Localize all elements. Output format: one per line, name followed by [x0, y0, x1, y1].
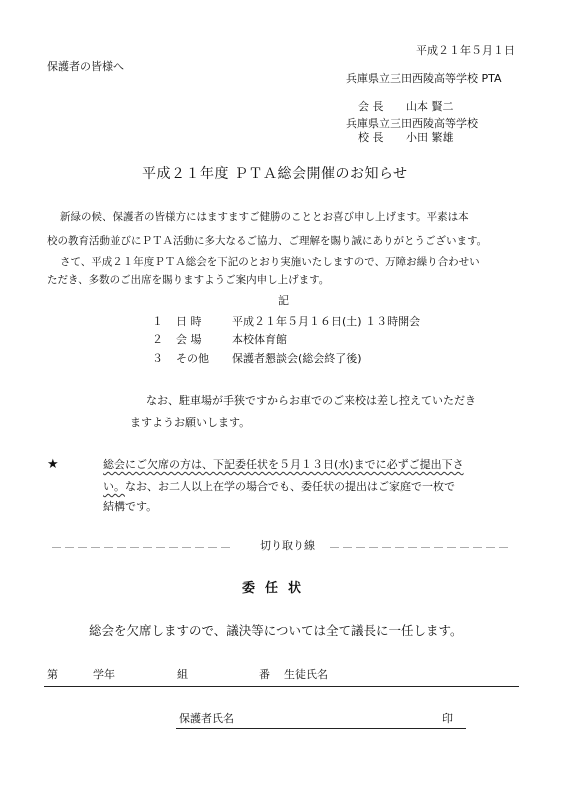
detail-label-2: 会 場: [176, 333, 202, 346]
notice-line-2-underlined: い。: [103, 480, 125, 493]
document-title: 平成２１年度 ＰＴＡ総会開催のお知らせ: [142, 166, 408, 182]
cut-line-dashes-left: ＿＿＿＿＿＿＿＿＿＿＿＿＿＿: [52, 540, 235, 550]
sender-school-pta: 兵庫県立三田西陵高等学校 PTA: [346, 72, 502, 85]
document-date: 平成２１年５月１日: [416, 44, 515, 57]
detail-label-1: 日 時: [176, 315, 202, 328]
paragraph-2-line-1: さて、平成２１年度ＰＴＡ総会を下記のとおり実施いたしますので、万障お繰り合わせい: [60, 256, 480, 268]
president-name: 山本 賢二: [406, 100, 454, 113]
parking-note-line-1: なお、駐車場が手狭ですからお車でのご来校は差し控えていただき: [146, 394, 476, 407]
ki-heading: 記: [278, 294, 289, 307]
sender-school: 兵庫県立三田西陵高等学校: [346, 117, 478, 130]
parking-note-line-2: ますようお願いします。: [130, 416, 251, 429]
principal-name: 小田 繁雄: [406, 131, 454, 144]
guardian-name-label: 保護者氏名: [179, 712, 234, 725]
grade-prefix-label: 第: [47, 668, 58, 681]
president-title: 会 長: [358, 100, 384, 113]
seal-mark: 印: [442, 712, 453, 725]
grade-label: 学年: [93, 668, 115, 681]
proxy-form-title: 委任状: [242, 581, 312, 596]
notice-line-3: 結構です。: [103, 500, 158, 513]
paragraph-1-line-1: 新緑の候、保護者の皆様方にはますますご健勝のこととお喜び申し上げます。平素は本: [60, 211, 469, 223]
detail-value-3: 保護者懇談会(総会終了後): [232, 352, 362, 365]
notice-line-2-text: なお、お二人以上在学の場合でも、委任状の提出はご家庭で一枚で: [125, 480, 455, 493]
paragraph-2-line-2: ただき、多数のご出席を賜りますようご案内申し上げます。: [47, 274, 330, 286]
notice-line-2: [103, 481, 455, 492]
paragraph-1-line-2: 校の教育活動並びにＰＴＡ活動に多大なるご協力、ご理解を賜り誠にありがとうございます。: [47, 235, 488, 247]
detail-num-2: ２: [152, 333, 163, 346]
detail-value-1: 平成２１年５月１６日(土) １３時開会: [232, 315, 421, 328]
number-label: 番: [259, 668, 270, 681]
recipient-line: 保護者の皆様へ: [47, 60, 124, 73]
cut-line-label: 切り取り線: [260, 539, 315, 552]
detail-num-3: ３: [152, 352, 163, 365]
cut-line-dashes-right: ＿＿＿＿＿＿＿＿＿＿＿＿＿＿: [330, 540, 513, 550]
notice-line-1: 総会にご欠席の方は、下記委任状を５月１３日(水)までに必ずご提出下さ: [103, 458, 464, 471]
class-label: 組: [177, 668, 188, 681]
student-info-underline: [44, 686, 519, 687]
detail-num-1: １: [152, 315, 163, 328]
star-icon: ★: [47, 457, 59, 472]
guardian-name-underline: [176, 728, 466, 729]
proxy-form-statement: 総会を欠席しますので、議決等については全て議長に一任します。: [89, 623, 463, 638]
detail-label-3: その他: [176, 352, 209, 365]
student-name-label: 生徒氏名: [284, 668, 328, 681]
detail-value-2: 本校体育館: [232, 333, 287, 346]
principal-title: 校 長: [358, 131, 384, 144]
